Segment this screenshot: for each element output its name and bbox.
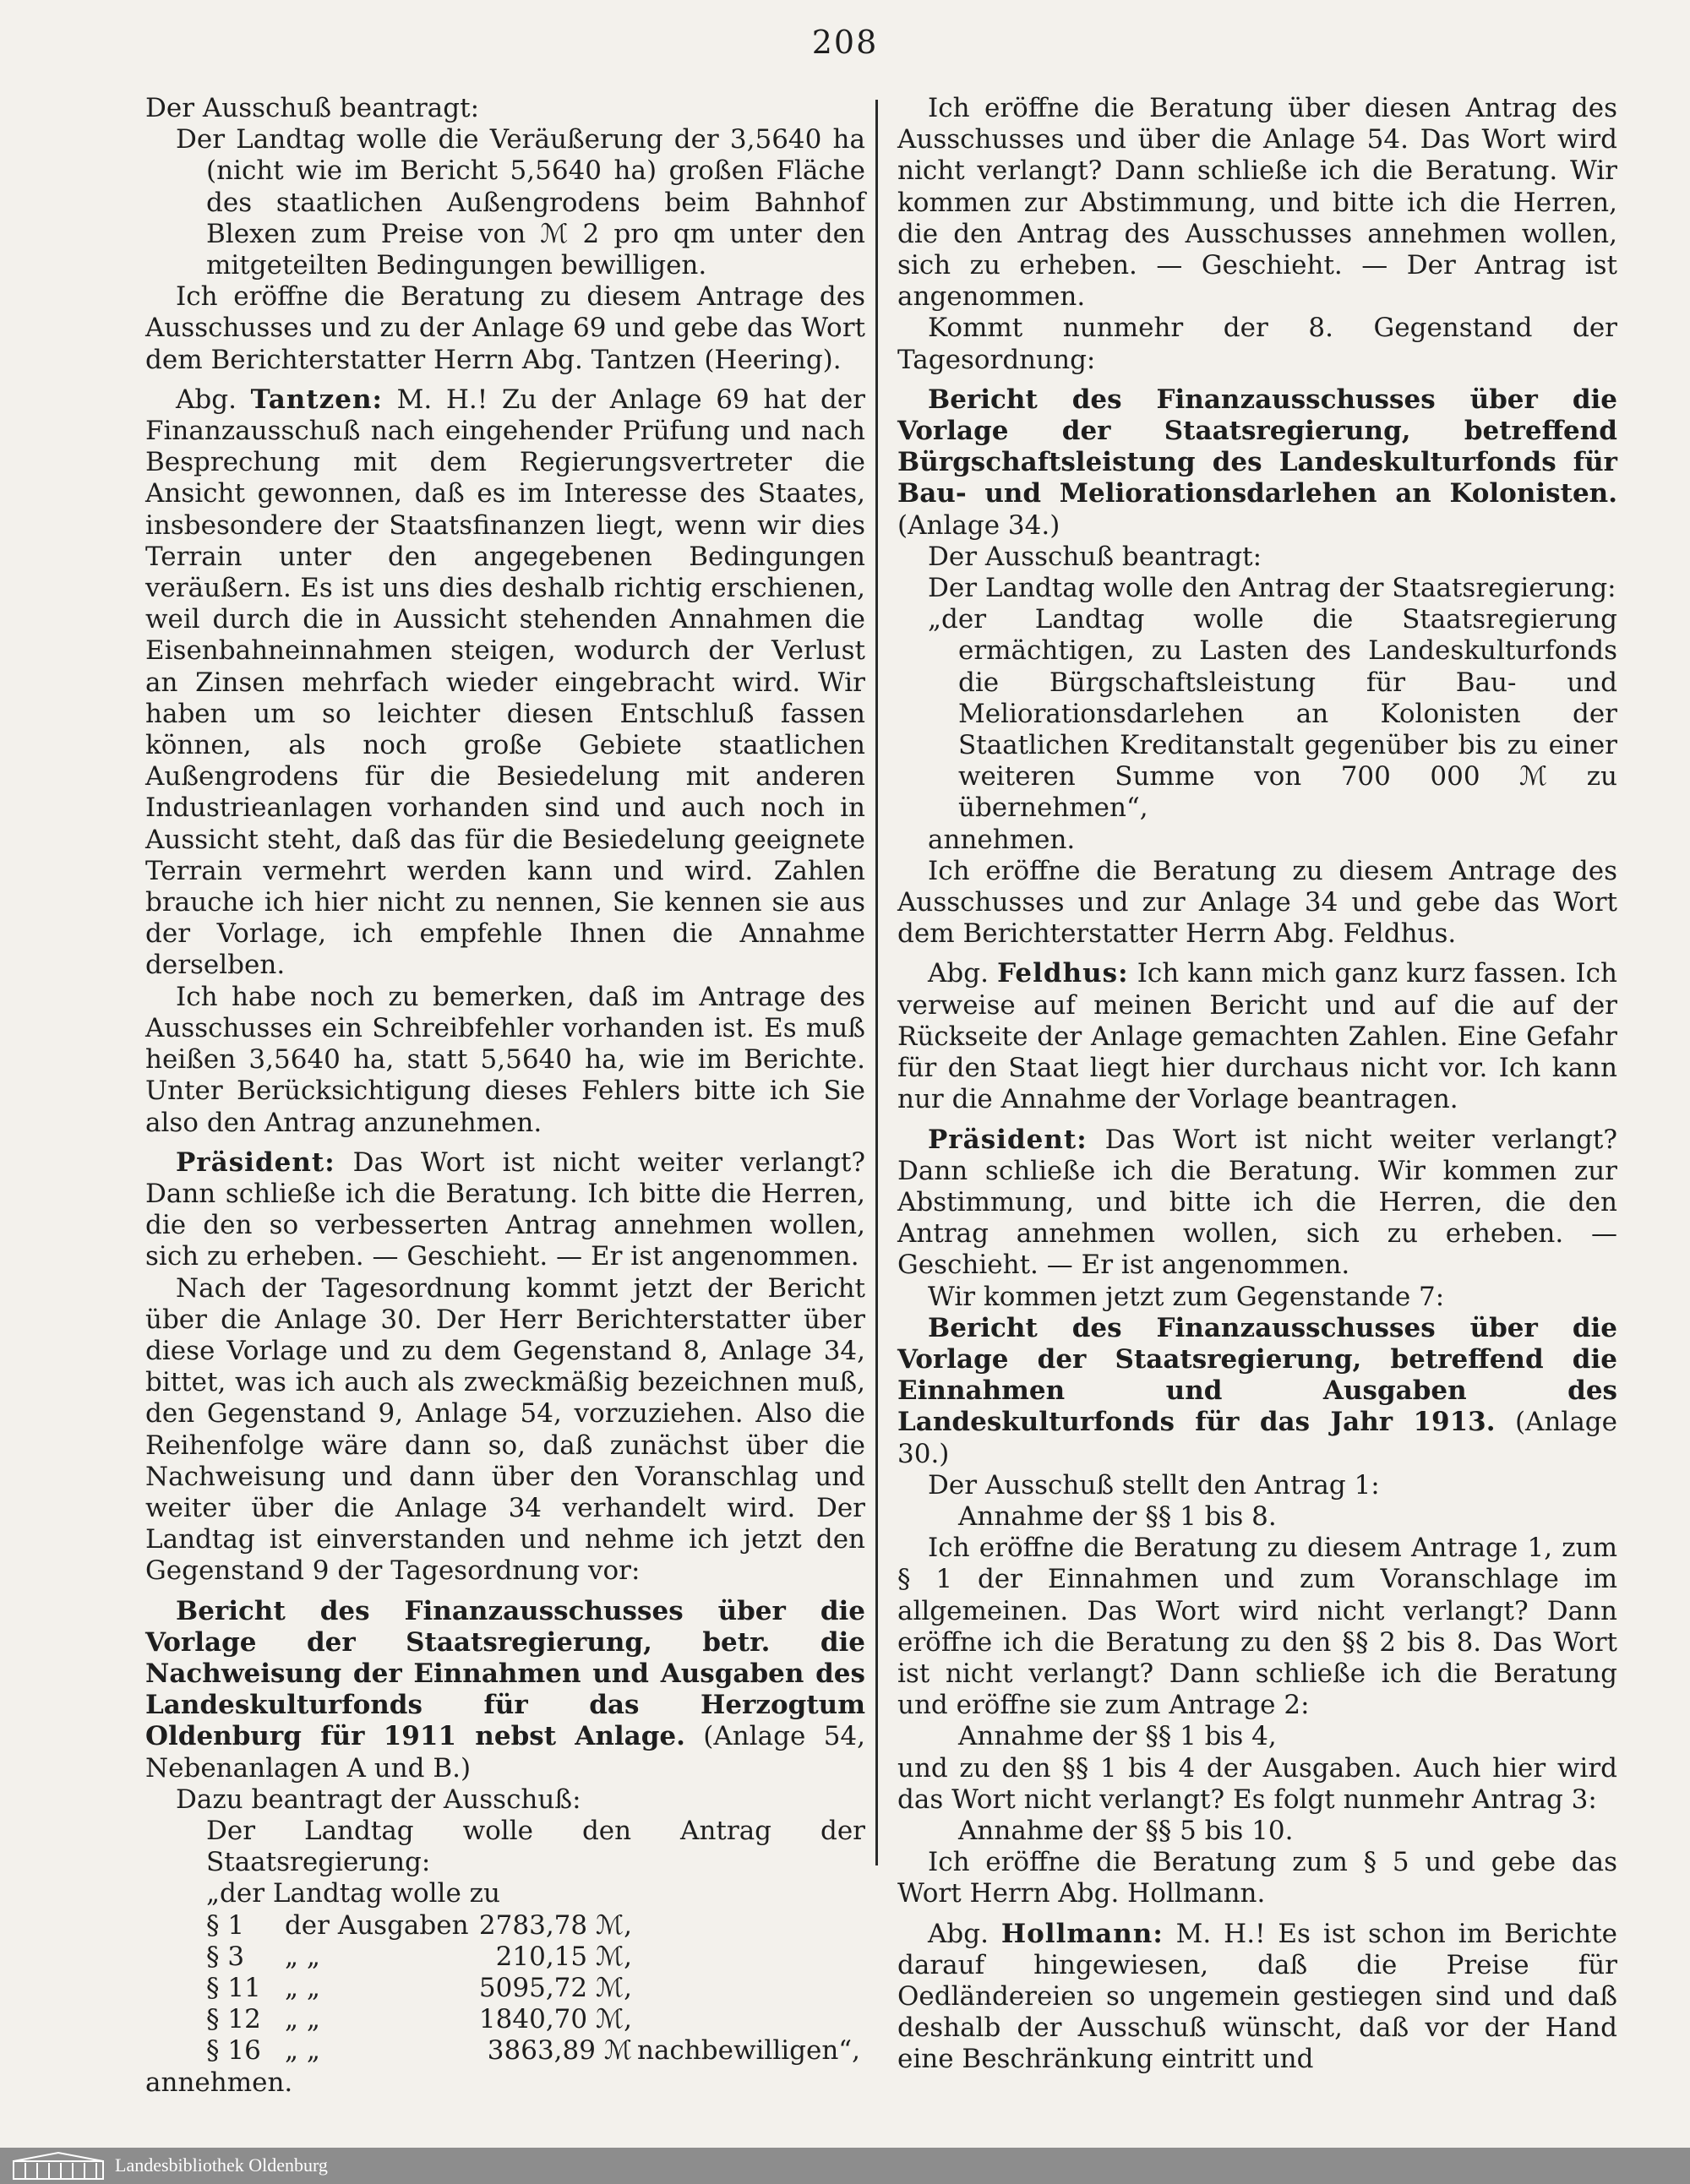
left-agenda-heading: [145, 1596, 865, 1784]
column-divider: [875, 100, 878, 1865]
right-paragraph: Wir kommen jetzt zum Gegenstande 7:: [928, 1281, 1445, 1312]
label-cell: der Ausgaben: [284, 1909, 469, 1941]
left-paragraph: „der Landtag wolle zu: [206, 1878, 500, 1909]
speaker-title: Abg.: [928, 958, 998, 989]
speaker-name: Tantzen:: [250, 384, 383, 415]
footer-library-name: Landesbibliothek Oldenburg: [115, 2154, 328, 2176]
amount-cell: 3863,89 ℳ: [487, 2035, 632, 2067]
speech-text: M. H.! Es ist schon im Berichte darauf hingewiesen, daß die Preise für Oedländereien so ungemein gestiegen sind und daß deshalb der Ausschuß wünscht, daß vor der Hand eine Beschränkung eintritt und: [897, 1918, 1617, 2075]
right-speech-paragraph: [897, 1125, 1617, 1282]
left-paragraph: Der Landtag wolle den Antrag der Staatsregierung:: [206, 1815, 865, 1878]
amounts-row: [206, 1973, 865, 2004]
section-cell: § 12: [206, 2004, 261, 2035]
tail-cell: nachbewilligen“,: [636, 2035, 860, 2067]
left-paragraph: Der Ausschuß beantragt:: [145, 93, 480, 123]
speaker-name: Präsident:: [928, 1124, 1088, 1155]
right-paragraph: Ich eröffne die Beratung über diesen Antrag des Ausschusses und über die Anlage 54. Das Wort wird nicht verlangt? Dann schließe ich die Beratung. Wir kommen zur Abstimmung, und bitte ich die Herren, die den Antrag des Ausschusses annehmen wollen, sich zu erheben. — Geschieht. — Der Antrag ist angenommen.: [897, 93, 1617, 313]
left-speech-paragraph: [145, 1147, 865, 1273]
agenda-title: Bericht des Finanzausschusses über die Vorlage der Staatsregierung, betr. die Nachweisung der Einnahmen und Ausgaben des Landeskulturfonds für das Herzogtum Oldenburg für 1911 nebst Anlage.: [145, 1595, 865, 1752]
left-paragraph: Ich eröffne die Beratung zu diesem Antrage des Ausschusses und zu der Anlage 69 und gebe das Wort dem Berichterstatter Herrn Abg. Tantzen (Heering).: [145, 281, 865, 375]
right-paragraph: Annahme der §§ 1 bis 4,: [958, 1721, 1277, 1752]
section-cell: § 3: [206, 1941, 245, 1972]
agenda-reference: (Anlage 30.): [897, 1407, 1617, 1469]
left-paragraph: Nach der Tagesordnung kommt jetzt der Bericht über die Anlage 30. Der Herr Berichterstatter über diese Vorlage und zu dem Gegenstand 8, Anlage 34, bittet, was ich auch als zweckmäßig bezeichnen muß, den Gegenstand 9, Anlage 54, vorzuziehen. Also die Reihenfolge wäre dann so, daß zunächst über die Nachweisung und dann über den Voranschlag und weiter über die Anlage 34 verhandelt wird. Der Landtag ist einverstanden und nehme ich jetzt den Gegenstand 9 der Tagesordnung vor:: [145, 1272, 865, 1587]
amount-cell: 5095,72 ℳ,: [478, 1972, 632, 2003]
right-paragraph: Ich eröffne die Beratung zum § 5 und gebe das Wort Herrn Abg. Hollmann.: [897, 1847, 1617, 1909]
left-paragraph: Der Landtag wolle die Veräußerung der 3,5640 ha (nicht wie im Bericht 5,5640 ha) großen Fläche des staatlichen Außengrodens beim Bahnhof Blexen zum Preise von ℳ 2 pro qm unter den mitgeteilten Bedingungen bewilligen.: [176, 124, 865, 281]
tail-cell: [637, 1973, 865, 2004]
right-paragraph: Kommt nunmehr der 8. Gegenstand der Tagesordnung:: [897, 313, 1617, 375]
speaker-title: Abg.: [176, 384, 251, 415]
label-cell: „ „: [284, 2035, 320, 2067]
amount-cell: 210,15 ℳ,: [495, 1941, 632, 1972]
left-paragraph: Dazu beantragt der Ausschuß:: [176, 1784, 581, 1815]
amount-cell: 1840,70 ℳ,: [478, 2004, 632, 2035]
amounts-row: [206, 1910, 865, 1942]
right-paragraph: Ich eröffne die Beratung zu diesem Antrage des Ausschusses und zur Anlage 34 und gebe das Wort dem Berichterstatter Herrn Abg. Feldhus.: [897, 855, 1617, 950]
left-column: [145, 93, 865, 2098]
amounts-row: [206, 2035, 865, 2067]
section-cell: § 11: [206, 1972, 261, 2003]
right-paragraph: Der Ausschuß stellt den Antrag 1:: [928, 1469, 1380, 1500]
amounts-row: [206, 2004, 865, 2035]
speaker-name: Feldhus:: [997, 958, 1129, 989]
right-paragraph: Annahme der §§ 1 bis 8.: [958, 1500, 1277, 1532]
speaker-title: Abg.: [928, 1918, 1001, 1949]
right-agenda-heading: [897, 1313, 1617, 1470]
speaker-name: Hollmann:: [1000, 1918, 1164, 1949]
left-paragraph: Ich habe noch zu bemerken, daß im Antrage des Ausschusses ein Schreibfehler vorhanden ist. Es muß heißen 3,5640 ha, statt 5,5640 ha, wie im Berichte. Unter Berücksichtigung dieses Fehlers bitte ich Sie also den Antrag anzunehmen.: [145, 981, 865, 1138]
right-agenda-heading: [897, 384, 1617, 542]
right-paragraph: Annahme der §§ 5 bis 10.: [958, 1815, 1294, 1846]
speech-text: Das Wort ist nicht weiter verlangt? Dann schließe ich die Beratung. Ich bitte die Herren, die den so verbesserten Antrag annehmen wollen, sich zu erheben. — Geschieht. — Er ist angenommen.: [145, 1146, 865, 1272]
right-paragraph: annehmen.: [928, 824, 1076, 855]
amounts-table: [206, 1910, 865, 2067]
tail-cell: [637, 1910, 865, 1942]
section-cell: § 16: [206, 2035, 261, 2067]
footer-bar: [0, 2148, 1690, 2184]
amount-cell: 2783,78 ℳ,: [478, 1909, 632, 1941]
agenda-reference: (Anlage 34.): [897, 509, 1060, 541]
right-speech-paragraph: [897, 1919, 1617, 2076]
speech-text: Ich kann mich ganz kurz fassen. Ich verweise auf meinen Bericht und auf die auf der Rückseite der Anlage gemachten Zahlen. Eine Gefahr für den Staat liegt hier durchaus nicht vor. Ich kann nur die Annahme der Vorlage beantragen.: [897, 958, 1617, 1115]
agenda-title: Bericht des Finanzausschusses über die Vorlage der Staatsregierung, betreffend Bürgschaftsleistung des Landeskulturfonds für Bau- und Meliorationsdarlehen an Kolonisten.: [897, 384, 1617, 509]
library-building-icon: [12, 2151, 105, 2181]
amounts-row: [206, 1942, 865, 1973]
right-paragraph: Ich eröffne die Beratung zu diesem Antrage 1, zum § 1 der Einnahmen und zum Voranschlage im allgemeinen. Das Wort wird nicht verlangt? Dann eröffne ich die Beratung zu den §§ 2 bis 8. Das Wort ist nicht verlangt? Dann schließe ich die Beratung und eröffne sie zum Antrage 2:: [897, 1533, 1617, 1721]
right-column: [897, 93, 1617, 2075]
tail-cell: [637, 1942, 865, 1973]
label-cell: „ „: [284, 2004, 320, 2035]
right-paragraph: Der Ausschuß beantragt:: [928, 541, 1262, 572]
label-cell: „ „: [284, 1941, 320, 1972]
right-paragraph: „der Landtag wolle die Staatsregierung ermächtigen, zu Lasten des Landeskulturfonds die Bürgschaftsleistung für Bau- und Meliorationsdarlehen an Kolonisten der Staatlichen Kreditanstalt gegenüber bis zu einer weiteren Summe von 700 000 ℳ zu übernehmen“,: [928, 604, 1617, 824]
agenda-title: Bericht des Finanzausschusses über die Vorlage der Staatsregierung, betreffend die Einnahmen und Ausgaben des Landeskulturfonds für das Jahr 1913.: [897, 1312, 1617, 1438]
left-speech-paragraph: [145, 384, 865, 982]
speech-text: M. H.! Zu der Anlage 69 hat der Finanzausschuß nach eingehender Prüfung und nach Besprechung mit dem Regierungsvertreter die Ansicht gewonnen, daß es im Interesse des Staates, insbesondere der Staatsfinanzen liegt, wenn wir dies Terrain unter den angegebenen Bedingungen veräußern. Es ist uns dies deshalb richtig erschienen, weil durch die in Aussicht stehenden Annahmen die Eisenbahneinnahmen steigen, wodurch der Verlust an Zinsen mehrfach wieder eingebracht wird. Wir haben um so leichter diesen Entschluß fassen können, als noch große Gebiete staatlichen Außengrodens für die Besiedelung mit anderen Industrieanlagen vorhanden sind und auch noch in Aussicht steht, daß das für die Besiedelung geeignete Terrain vermehrt werden kann und wird. Zahlen brauche ich hier nicht zu nennen, Sie kennen sie aus der Vorlage, ich empfehle Ihnen die Annahme derselben.: [145, 384, 865, 981]
left-paragraph: annehmen.: [145, 2067, 293, 2098]
tail-cell: [637, 2004, 865, 2035]
agenda-reference: (Anlage 54, Nebenanlagen A und B.): [145, 1721, 865, 1784]
right-speech-paragraph: [897, 958, 1617, 1115]
label-cell: „ „: [284, 1972, 320, 2003]
speaker-name: Präsident:: [176, 1146, 335, 1178]
page-number: 208: [811, 24, 879, 61]
speech-text: Das Wort ist nicht weiter verlangt? Dann schließe ich die Beratung. Wir kommen zur Abstimmung, und bitte ich die Herren, die den Antrag annehmen wollen, sich zu erheben. — Geschieht. — Er ist angenommen.: [897, 1124, 1617, 1281]
section-cell: § 1: [206, 1909, 245, 1941]
right-paragraph: Der Landtag wolle den Antrag der Staatsregierung:: [928, 573, 1616, 604]
right-paragraph: und zu den §§ 1 bis 4 der Ausgaben. Auch hier wird das Wort nicht verlangt? Es folgt nunmehr Antrag 3:: [897, 1752, 1617, 1815]
